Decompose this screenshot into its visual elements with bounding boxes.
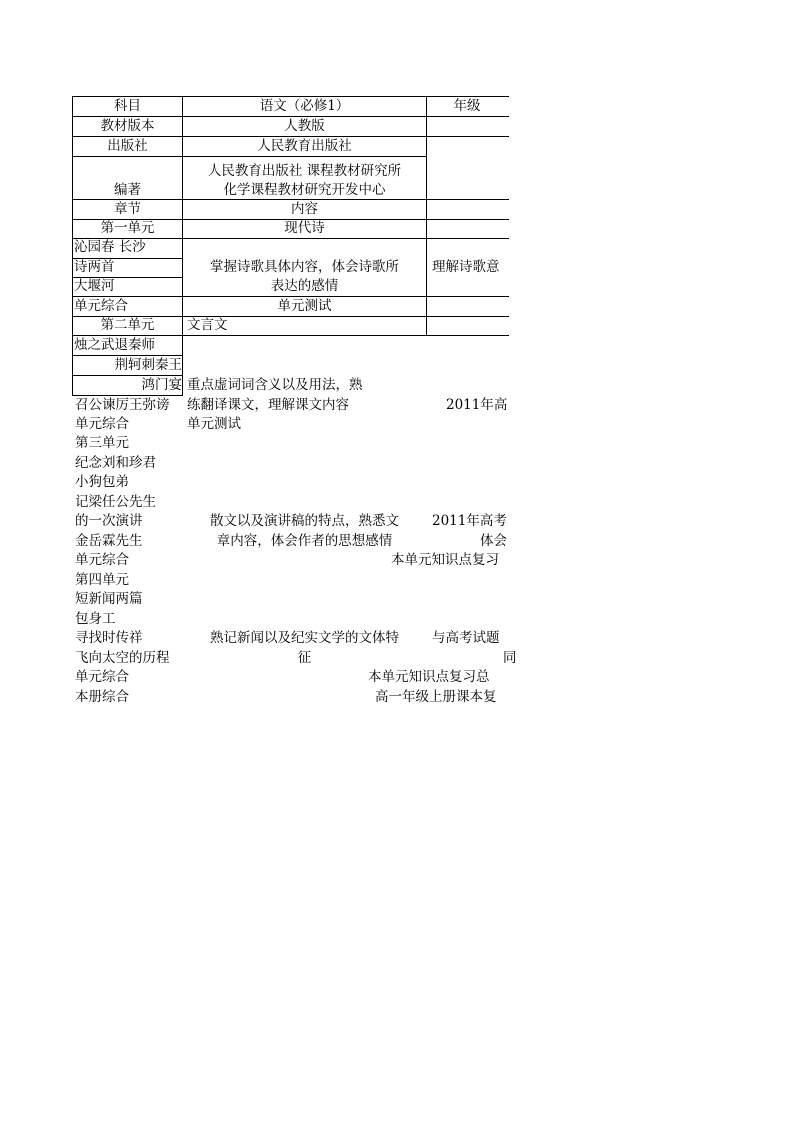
unit4-focus-line1: 与高考试题 xyxy=(432,630,500,646)
unit3-lesson: 纪念刘和珍君 xyxy=(75,455,156,471)
unit1-lesson: 沁园春 长沙 xyxy=(74,239,146,255)
publisher-label: 出版社 xyxy=(107,138,148,154)
unit2-lesson: 鸿门宴 xyxy=(141,377,182,393)
unit4-summary-content: 本单元知识点复习总 xyxy=(368,669,490,685)
unit2-lesson: 烛之武退秦师 xyxy=(74,337,155,353)
unit3-content-line1: 散文以及演讲稿的特点，熟悉文 xyxy=(210,513,399,529)
chapter-label: 章节 xyxy=(114,201,141,217)
unit2-lesson: 荆轲刺秦王 xyxy=(114,357,182,373)
unit3-name: 第三单元 xyxy=(75,435,129,451)
unit3-lesson: 记梁任公先生 xyxy=(75,494,156,510)
unit2-summary-label: 单元综合 xyxy=(75,416,129,432)
unit2-summary-content: 单元测试 xyxy=(187,416,241,432)
unit2-content-line1: 重点虚词词含义以及用法，熟 xyxy=(187,377,363,393)
unit4-summary-label: 单元综合 xyxy=(75,669,129,685)
spreadsheet-table xyxy=(0,0,517,720)
unit4-lesson: 包身工 xyxy=(75,611,116,627)
unit3-lesson: 小狗包弟 xyxy=(75,474,129,490)
grid-line xyxy=(182,336,183,396)
unit4-lesson: 短新闻两篇 xyxy=(75,591,143,607)
unit3-focus-line1: 2011年高考 xyxy=(432,513,507,529)
unit3-lesson: 的一次演讲 xyxy=(75,513,143,529)
author-label: 编著 xyxy=(114,182,141,198)
unit4-lesson: 寻找时传祥 xyxy=(75,630,143,646)
content-label: 内容 xyxy=(291,201,318,217)
unit1-lesson: 大堰河 xyxy=(74,278,115,294)
unit4-content-line2: 征 xyxy=(297,650,312,666)
edition-label: 教材版本 xyxy=(100,118,155,134)
book-summary-content: 高一年级上册课本复 xyxy=(375,689,497,705)
author-value-line2: 化学课程教材研究开发中心 xyxy=(223,182,386,198)
unit1-name: 第一单元 xyxy=(100,220,155,236)
edition-value: 人教版 xyxy=(284,118,325,134)
unit1-topic: 现代诗 xyxy=(284,220,325,236)
unit3-lesson: 金岳霖先生 xyxy=(75,533,143,549)
unit3-summary-label: 单元综合 xyxy=(75,552,129,568)
book-summary-label: 本册综合 xyxy=(75,689,129,705)
grid-line xyxy=(72,156,427,157)
author-value-line1: 人民教育出版社 课程教材研究所 xyxy=(207,163,402,179)
unit2-name: 第二单元 xyxy=(100,317,155,333)
unit4-content-line1: 熟记新闻以及纪实文学的文体特 xyxy=(210,630,399,646)
publisher-value: 人民教育出版社 xyxy=(257,138,352,154)
unit3-content-line2: 章内容，体会作者的思想感情 xyxy=(216,533,393,549)
unit4-focus-line2: 同 xyxy=(503,650,517,666)
unit1-summary-content: 单元测试 xyxy=(277,298,332,314)
grid-line xyxy=(426,96,427,336)
grade-label: 年级 xyxy=(453,98,481,114)
unit1-content-line2: 表达的感情 xyxy=(270,278,339,294)
subject-label: 科目 xyxy=(114,98,141,114)
unit2-lesson: 召公谏厉王弥谤 xyxy=(75,397,170,413)
unit1-content-line1: 掌握诗歌具体内容，体会诗歌所 xyxy=(210,259,399,275)
unit1-focus: 理解诗歌意 xyxy=(432,259,500,275)
unit2-topic: 文言文 xyxy=(187,317,228,333)
unit1-lesson: 诗两首 xyxy=(74,259,115,275)
unit4-lesson: 飞向太空的历程 xyxy=(75,650,170,666)
unit4-name: 第四单元 xyxy=(75,572,129,588)
unit3-focus-line2: 体会 xyxy=(480,533,507,549)
unit2-focus: 2011年高 xyxy=(446,397,508,413)
unit2-content-line2: 练翻译课文，理解课文内容 xyxy=(187,397,349,413)
subject-value: 语文（必修1） xyxy=(259,98,350,114)
unit3-summary-content: 本单元知识点复习 xyxy=(391,552,499,568)
unit1-summary-label: 单元综合 xyxy=(74,298,128,314)
